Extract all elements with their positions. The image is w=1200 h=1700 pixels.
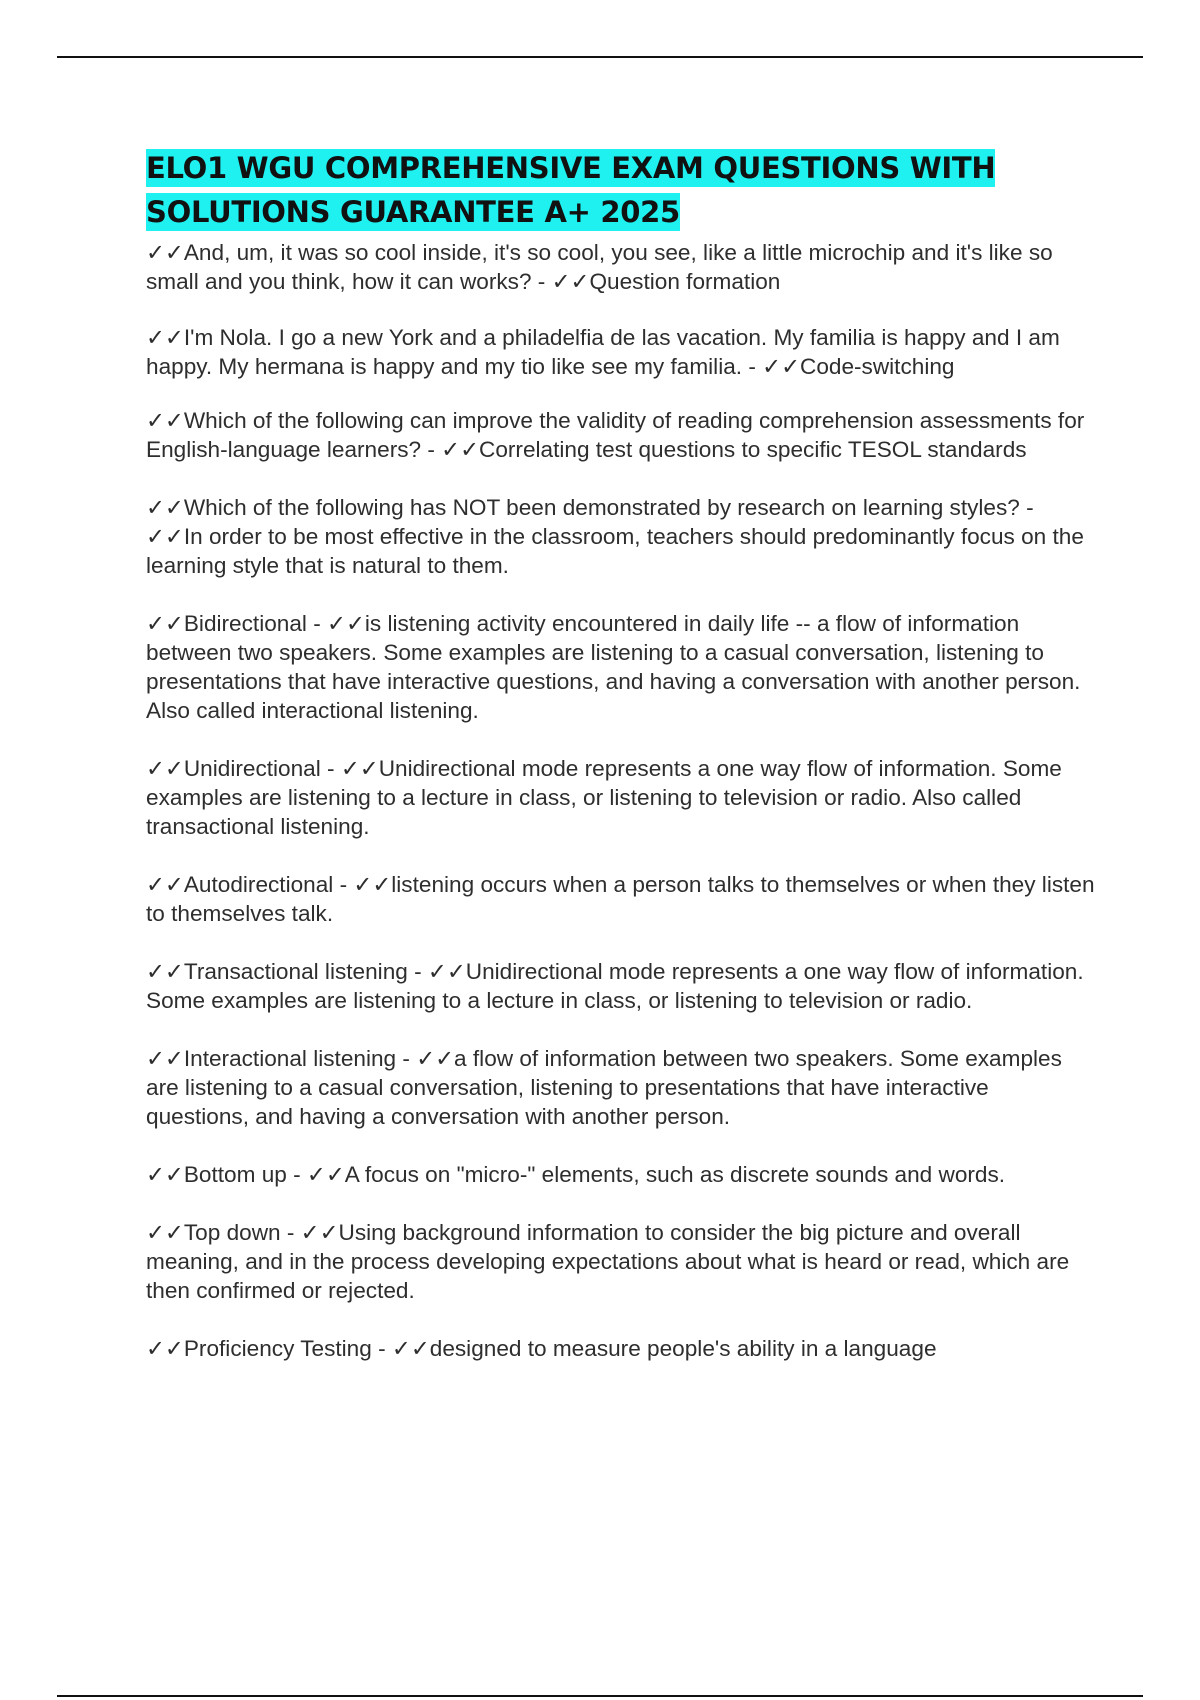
qa-entry-6: ✓✓Unidirectional - ✓✓Unidirectional mode represents a one way flow of information. Some examples are listening to a lecture in class, or listening to television or radio. Also called transactional listening. (146, 756, 1062, 839)
qa-entry-5: ✓✓Bidirectional - ✓✓is listening activity encountered in daily life -- a flow of information between two speakers. Some examples are listening to a casual conversation, listening to presentations that have interactive questions, and having a conversation with another person. Also called interactional listening. (146, 611, 1081, 723)
qa-entry-10: ✓✓Bottom up - ✓✓A focus on "micro-" elements, such as discrete sounds and words. (146, 1162, 1006, 1187)
qa-entry-1: ✓✓And, um, it was so cool inside, it's so cool, you see, like a little microchip and it's like so small and you think, how it can works? - ✓✓Question formation (146, 240, 1053, 294)
qa-entry-12: ✓✓Proficiency Testing - ✓✓designed to measure people's ability in a language (146, 1336, 937, 1361)
qa-entry-11: ✓✓Top down - ✓✓Using background information to consider the big picture and overall meaning, and in the process developing expectations about what is heard or read, which are then confirmed or rejected. (146, 1220, 1070, 1303)
qa-entry-7: ✓✓Autodirectional - ✓✓listening occurs when a person talks to themselves or when they listen to themselves talk. (146, 872, 1095, 926)
qa-entry-9: ✓✓Interactional listening - ✓✓a flow of information between two speakers. Some examples are listening to a casual conversation, listening to presentations that have interactive questions, and having a conversation with another person. (146, 1046, 1062, 1129)
document-title (146, 146, 1096, 234)
qa-entry-2: ✓✓I'm Nola. I go a new York and a philadelfia de las vacation. My familia is happy and I am happy. My hermana is happy and my tio like see my familia. - ✓✓Code-switching (146, 325, 1060, 379)
qa-entry-8: ✓✓Transactional listening - ✓✓Unidirectional mode represents a one way flow of information. Some examples are listening to a lecture in class, or listening to television or radio. (146, 959, 1084, 1013)
qa-entry-4: ✓✓Which of the following has NOT been demonstrated by research on learning styles? - ✓✓In order to be most effective in the classroom, teachers should predominantly focus on the learning style that is natural to them. (146, 495, 1084, 578)
document-body (146, 146, 1096, 1392)
footer-rule (57, 1695, 1143, 1697)
header-rule (57, 56, 1143, 58)
title-line-2: SOLUTIONS GUARANTEE A+ 2025 (146, 195, 680, 229)
title-line-1: ELO1 WGU COMPREHENSIVE EXAM QUESTIONS WITH (146, 151, 996, 185)
qa-entry-3: ✓✓Which of the following can improve the validity of reading comprehension assessments for English-language learners? - ✓✓Correlating test questions to specific TESOL standards (146, 408, 1085, 462)
